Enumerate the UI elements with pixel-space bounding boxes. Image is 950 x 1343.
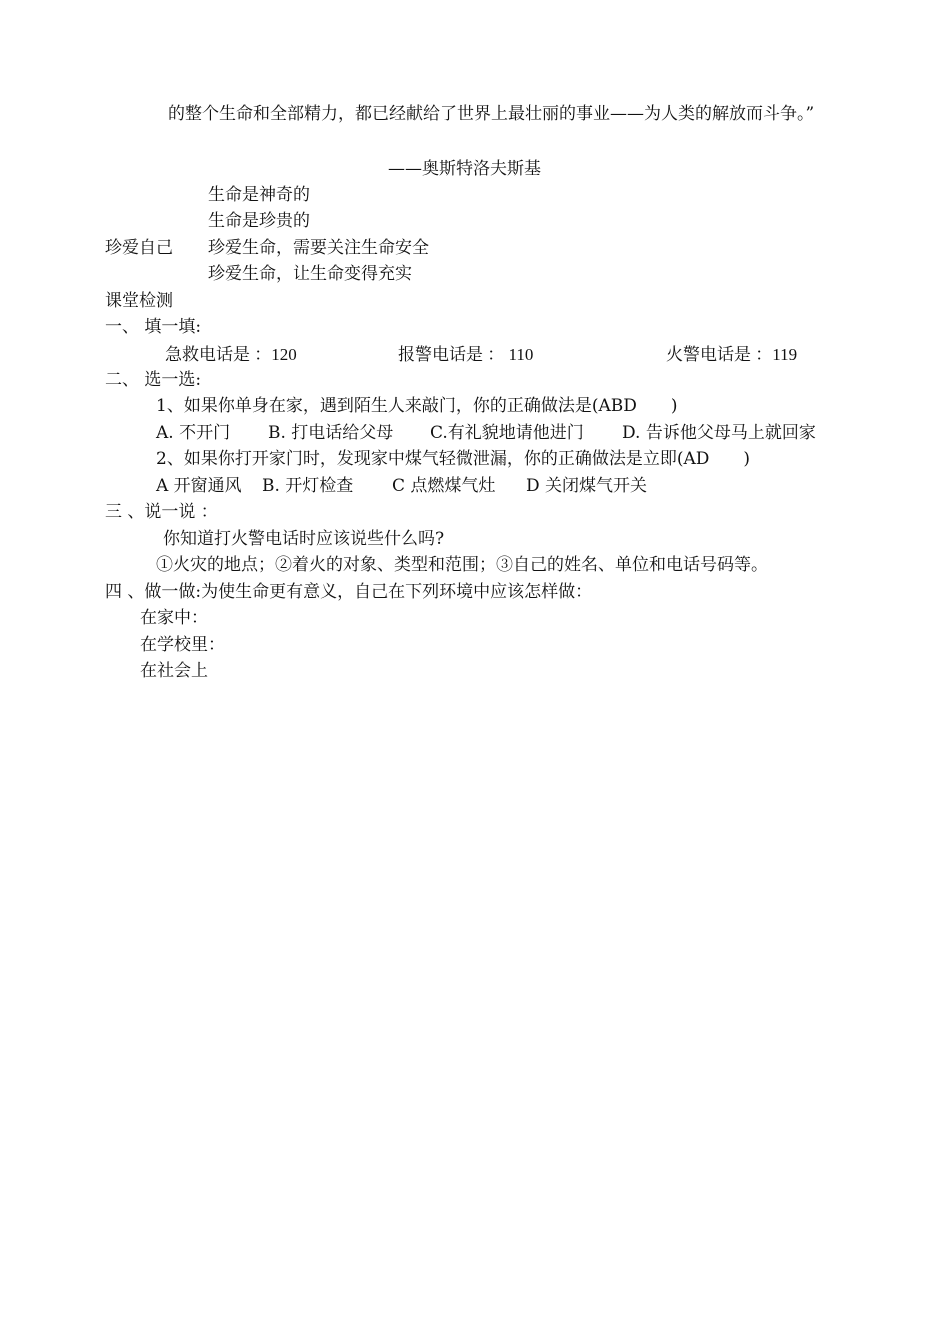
q2-option: D. 告诉他父母马上就回家 (622, 423, 816, 443)
q2-heading: 二、 选一选: (105, 370, 202, 390)
summary-item: 珍爱生命，让生命变得充实 (208, 264, 412, 284)
fire-number: 火警电话是 ：119 (666, 345, 798, 364)
quote-text: 的整个生命和全部精力，都已经献给了世界上最壮丽的事业——为人类的解放而斗争。” (168, 104, 815, 124)
q2-option: D 关闭煤气开关 (526, 476, 648, 496)
q4-item: 在学校里： (140, 635, 225, 655)
emergency-number: 急救电话是 ：120 (165, 345, 297, 364)
q4-item: 在社会上 (140, 661, 208, 681)
summary-item: 生命是神奇的 (208, 185, 310, 205)
quote-attribution: ——奥斯特洛夫斯基 (388, 159, 541, 179)
q2-option: A 开窗通风 (156, 476, 242, 496)
q2-option: B. 打电话给父母 (268, 423, 394, 443)
q2-option: A. 不开门 (156, 423, 231, 443)
q2-option: C 点燃煤气灶 (392, 476, 496, 496)
q2-option: B. 开灯检查 (262, 476, 354, 496)
summary-item: 珍爱生命，需要关注生命安全 (208, 238, 429, 258)
q1-heading: 一、 填一填: (105, 317, 202, 337)
q4-item: 在家中： (140, 608, 208, 628)
police-number: 报警电话是 ： 110 (398, 345, 534, 364)
q2-option: C.有礼貌地请他进门 (430, 423, 584, 443)
q4-heading: 四 、做一做:为使生命更有意义，自己在下列环境中应该怎样做： (105, 582, 593, 602)
q3-question: 你知道打火警电话时应该说些什么吗? (163, 529, 445, 549)
q2-question-1: 1、如果你单身在家，遇到陌生人来敲门，你的正确做法是(ABD ) (156, 396, 678, 416)
q3-heading: 三 、说一说 ： (105, 502, 218, 522)
section-title: 课堂检测 (105, 291, 173, 311)
summary-label: 珍爱自己 (105, 238, 173, 258)
q2-question-2: 2、如果你打开家门时，发现家中煤气轻微泄漏，你的正确做法是立即(AD ) (156, 449, 750, 469)
q3-answer: ①火灾的地点；②着火的对象、类型和范围；③自己的姓名、单位和电话号码等。 (156, 555, 768, 575)
summary-item: 生命是珍贵的 (208, 211, 310, 231)
